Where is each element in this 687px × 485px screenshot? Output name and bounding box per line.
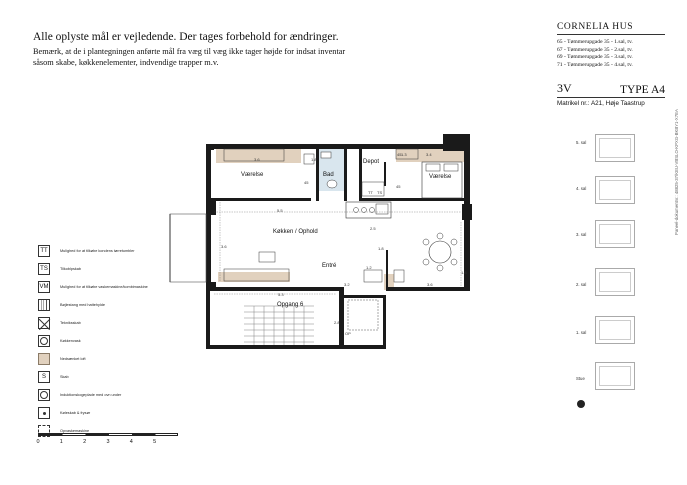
scale-tick: 2 [83, 439, 87, 445]
apartment-type: TYPE A4 [619, 84, 665, 96]
legend-text: Mulighed for at tilkøbe vaskemaskine/kombimaskine [60, 284, 148, 289]
floor-label: 2. sal [576, 282, 587, 287]
dimension-label: 2.5 [370, 226, 376, 231]
scale-tick: 3 [106, 439, 110, 445]
room-label-bad: Bad [323, 172, 334, 178]
scale-bar [38, 433, 178, 451]
address-line: 67 - Tømmerupgade 35 - 2.sal, tv. [557, 46, 633, 53]
legend-text: Opvaskemaskine [60, 428, 90, 433]
legend-text: Køleskab & frysør [60, 410, 91, 415]
north-arrow-icon [577, 400, 585, 408]
project-name: CORNELIA HUS [557, 22, 665, 35]
legend-item [38, 368, 168, 386]
tt-symbol-icon: TT [38, 245, 50, 257]
dimension-label: 45 [396, 184, 401, 189]
ts-symbol-icon: TS [38, 263, 50, 275]
kitchen-counter [346, 202, 391, 218]
legend-item [38, 296, 168, 314]
floor-label: 3. sal [576, 232, 587, 237]
staircase [244, 306, 314, 345]
disclaimer [33, 30, 363, 68]
scale-tick: 4 [129, 439, 133, 445]
elevator-label: OP [345, 331, 351, 336]
legend-text: Induktionskogeplade med ovn under [60, 392, 122, 397]
dimension-label: 3.4 [426, 152, 432, 157]
wardrobe-rail-symbol-icon [38, 299, 50, 311]
dimension-label: 45 [397, 152, 402, 157]
floor-outline [595, 176, 635, 204]
legend-item [38, 242, 168, 260]
dimension-label: 1.8 [378, 246, 384, 251]
legend-text: Tekniksskab [60, 320, 81, 325]
legend-text: Køkkenvask [60, 338, 81, 343]
floor-plan [164, 132, 494, 354]
floor-label: 5. sal [576, 140, 587, 145]
legend-text: Mulighed for at tilkøbe kondens tørretumbler [60, 248, 135, 253]
title-block [557, 22, 665, 107]
floor-outline [595, 268, 635, 296]
address-line: 69 - Tømmerupgade 35 - 3.sal, tv. [557, 54, 633, 60]
floor-label: 1. sal [576, 330, 587, 335]
matrikel-number: Matrikel nr.: A21, Høje Taastrup [557, 100, 645, 107]
legend-item [38, 332, 168, 350]
floor-label: 4. sal [576, 186, 587, 191]
legend-item [38, 404, 168, 422]
apartment-type-row [557, 81, 665, 98]
scale-tick: 0 [36, 439, 40, 445]
legend-item [38, 314, 168, 332]
dimension-label: 3.2 [344, 282, 350, 287]
floor-label: Stue [576, 376, 585, 381]
disclaimer-headline: Alle oplyste mål er vejledende. Der tages forbehold for ændringer. [33, 31, 339, 43]
legend-item [38, 260, 168, 278]
floor-outline [595, 362, 635, 390]
legend-item [38, 350, 168, 368]
lowered-ceiling-area [218, 272, 290, 282]
technical-cabinet-label: TS [377, 190, 383, 195]
legend-text: Tilkoblpskab [60, 266, 81, 271]
address-line: 71 - Tømmerupgade 35 - 4.sal, tv. [557, 61, 633, 68]
dimension-label: 1.3 [401, 152, 407, 157]
balcony [170, 214, 206, 282]
room-label-vaerelse: Værelse [429, 174, 452, 180]
dimension-label: 1.8 [311, 157, 317, 162]
vm-symbol-icon: VM [38, 281, 50, 293]
scale-tick: 5 [153, 439, 157, 445]
floor-plan-drawing [164, 132, 494, 354]
key-plan [569, 132, 639, 417]
lowered-ceiling-symbol-icon [38, 353, 50, 365]
address-line: 65 - Tømmerupgade 35 - 1.sal, tv. [557, 39, 633, 45]
legend-item [38, 386, 168, 404]
technical-cabinet-symbol-icon [38, 317, 50, 329]
dimension-label: 45 [304, 180, 309, 185]
dimension-label: 3.6 [221, 244, 227, 249]
floor-outline [595, 134, 635, 162]
scale-tick: 1 [59, 439, 63, 445]
dining-table [429, 241, 451, 263]
dimension-label: 5.5 [277, 208, 283, 213]
room-label-depot: Depot [363, 159, 380, 165]
room-label-entre: Entré [322, 263, 337, 269]
dimension-label: 2.8 [334, 320, 340, 325]
dimension-label: 1.8 [461, 270, 467, 275]
floor-outline [595, 316, 635, 344]
room-label-kitchen-living: Køkken / Ophold [273, 229, 318, 235]
legend-text: Nedsænket loft [60, 356, 86, 361]
dimension-label: 3.6 [254, 157, 260, 162]
floor-outline [595, 220, 635, 248]
dryer-label: TT [368, 190, 373, 195]
bed [422, 162, 462, 198]
room-label-vaerelse: Værelse [241, 172, 264, 178]
legend [38, 242, 168, 440]
legend-text: Skab [60, 374, 69, 379]
disclaimer-note: Bemærk, at de i plantegningen anførte mål fra væg til væg ikke tager højde for indsat inventar såsom skabe, køkkenelementer, indvendige trapper m.v. [33, 47, 346, 67]
dimension-label: 5.3 [278, 292, 284, 297]
legend-text: Bøjlestang med hattehylde [60, 302, 105, 307]
room-label-stairwell: Opgang 6 [277, 302, 304, 308]
document-id-text: Paneel-dokumentnr.: 48825-37/KEU-VBSLO-KPXG-BKBY1-X7EA [674, 109, 679, 235]
fridge-symbol-icon [38, 407, 50, 419]
cabinet-symbol-icon: S [38, 371, 50, 383]
kitchen-sink-symbol-icon [38, 335, 50, 347]
legend-item [38, 278, 168, 296]
address-list [557, 39, 665, 69]
elevator [348, 300, 378, 330]
room-count: 3V [557, 81, 572, 95]
dimension-label: 1.2 [366, 265, 372, 270]
dimension-label: 3.6 [427, 282, 433, 287]
induction-hob-symbol-icon [38, 389, 50, 401]
scale-bar-graphic [38, 433, 178, 436]
